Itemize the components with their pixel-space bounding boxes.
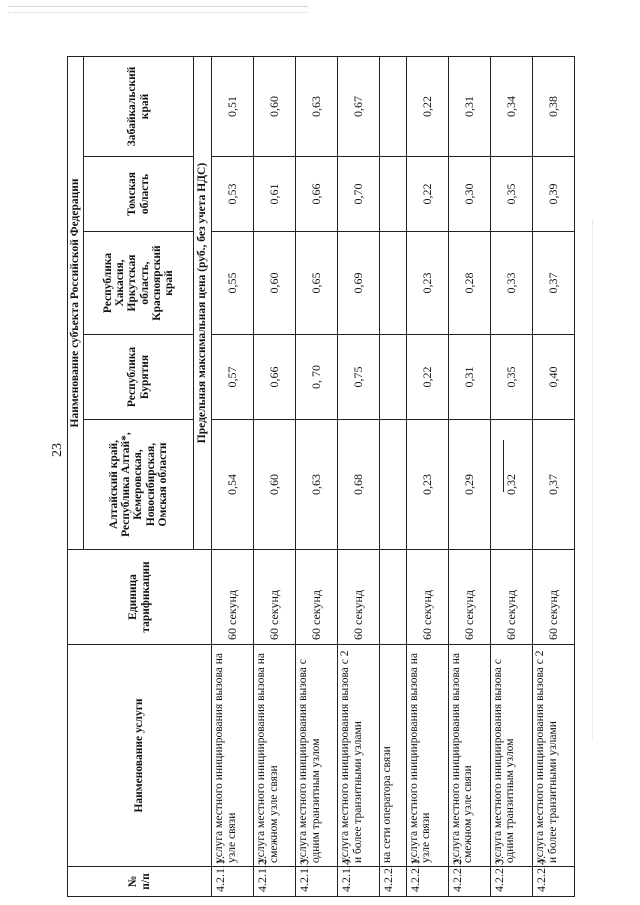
row-unit: 60 секунд: [490, 550, 532, 645]
row-price: 0,37: [532, 232, 574, 335]
header-region: Забайкальский край: [84, 56, 194, 156]
row-num: 4.2.2.1.: [406, 867, 448, 897]
row-unit: 60 секунд: [532, 550, 574, 645]
header-price-caption: Предельная максимальная цена (руб., без учета НДС): [194, 56, 212, 549]
tariff-table: [67, 56, 575, 897]
table-row: [212, 56, 254, 896]
row-num: 4.2.2.4.: [532, 867, 574, 897]
table-row: [448, 56, 490, 896]
table-row: [296, 56, 338, 896]
table-row: [532, 56, 574, 896]
header-region: Республика Хакасия, Иркутская область, Красноярский край: [84, 232, 194, 335]
table-row-section: [380, 56, 407, 896]
row-num: 4.2.1.4.: [338, 867, 380, 897]
row-num: 4.2.2.: [380, 867, 407, 897]
row-price: 0,60: [254, 56, 296, 156]
row-service-name: услуга местного инициирования вызова на смежном узле связи: [448, 645, 490, 867]
row-price: [380, 157, 407, 232]
scan-edge-line: [8, 12, 308, 13]
row-price: 0,57: [212, 335, 254, 420]
row-price: 0,28: [448, 232, 490, 335]
row-price: 0,65: [296, 232, 338, 335]
table-row: [254, 56, 296, 896]
row-service-name: на сети оператора связи: [380, 645, 407, 867]
row-price: 0,70: [338, 157, 380, 232]
row-price: 0,22: [406, 157, 448, 232]
row-price: 0,60: [254, 232, 296, 335]
row-price: 0, 70: [296, 335, 338, 420]
table-row: [338, 56, 380, 896]
row-price: 0,30: [448, 157, 490, 232]
row-unit: 60 секунд: [406, 550, 448, 645]
row-price: 0,63: [296, 56, 338, 156]
row-price: 0,35: [490, 157, 532, 232]
header-region: Томская область: [84, 157, 194, 232]
row-price: 0,38: [532, 56, 574, 156]
row-unit: 60 секунд: [338, 550, 380, 645]
header-region: Республика Бурятия: [84, 335, 194, 420]
row-price: 0,37: [532, 420, 574, 550]
page-number-text: 23: [50, 443, 65, 457]
row-price: 0,22: [406, 335, 448, 420]
rotated-table-wrapper: [67, 57, 575, 897]
row-price: 0,33: [490, 232, 532, 335]
row-service-name: услуга местного инициирования вызова с 2 и более транзитными узлами: [532, 645, 574, 867]
row-price: 0,32: [490, 420, 532, 550]
row-price: 0,54: [212, 420, 254, 550]
row-price: [380, 335, 407, 420]
row-unit: 60 секунд: [296, 550, 338, 645]
row-price: 0,22: [406, 56, 448, 156]
scan-artifact: [592, 220, 593, 740]
row-service-name: услуга местного инициирования вызова на узле связи: [406, 645, 448, 867]
row-price: 0,51: [212, 56, 254, 156]
row-price: [380, 232, 407, 335]
row-num: 4.2.2.3.: [490, 867, 532, 897]
header-region-group: Наименование субъекта Российской Федерации: [68, 56, 84, 549]
row-price: [380, 56, 407, 156]
row-unit: 60 секунд: [254, 550, 296, 645]
row-num: 4.2.2.2.: [448, 867, 490, 897]
row-price: 0,63: [296, 420, 338, 550]
row-price: 0,40: [532, 335, 574, 420]
row-price: 0,69: [338, 232, 380, 335]
row-service-name: услуга местного инициирования вызова с 2 и более транзитными узлами: [338, 645, 380, 867]
row-price: 0,67: [338, 56, 380, 156]
row-price: 0,31: [448, 335, 490, 420]
row-unit: [380, 550, 407, 645]
scan-edge-line: [8, 6, 308, 7]
row-price: 0,61: [254, 157, 296, 232]
row-price: 0,53: [212, 157, 254, 232]
row-service-name: услуга местного инициирования вызова на смежном узле связи: [254, 645, 296, 867]
row-price: 0,39: [532, 157, 574, 232]
row-price: 0,34: [490, 56, 532, 156]
row-price: 0,23: [406, 420, 448, 550]
header-region: Алтайский край, Республика Алтай*, Кемеровская, Новосибирская, Омская области: [84, 420, 194, 550]
row-price: 0,66: [296, 157, 338, 232]
row-unit: 60 секунд: [212, 550, 254, 645]
row-num: 4.2.1.3.: [296, 867, 338, 897]
row-unit: 60 секунд: [448, 550, 490, 645]
header-service: Наименование услуги: [68, 645, 212, 867]
row-service-name: услуга местного инициирования вызова с одним транзитным узлом: [490, 645, 532, 867]
row-price: 0,31: [448, 56, 490, 156]
row-service-name: услуга местного инициирования вызова на узле связи: [212, 645, 254, 867]
row-price: [380, 420, 407, 550]
row-service-name: услуга местного инициирования вызова с одним транзитным узлом: [296, 645, 338, 867]
header-unit: Единица тарификации: [68, 550, 212, 645]
row-price: 0,68: [338, 420, 380, 550]
row-price: 0,29: [448, 420, 490, 550]
row-price: 0,55: [212, 232, 254, 335]
row-price: 0,66: [254, 335, 296, 420]
row-num: 4.2.1.1.: [212, 867, 254, 897]
row-num: 4.2.1.2.: [254, 867, 296, 897]
header-num: № п/п: [68, 867, 212, 897]
row-price: 0,75: [338, 335, 380, 420]
table-row: [406, 56, 448, 896]
row-price: 0,35: [490, 335, 532, 420]
row-price: 0,60: [254, 420, 296, 550]
table-row: [490, 56, 532, 896]
row-price: 0,23: [406, 232, 448, 335]
